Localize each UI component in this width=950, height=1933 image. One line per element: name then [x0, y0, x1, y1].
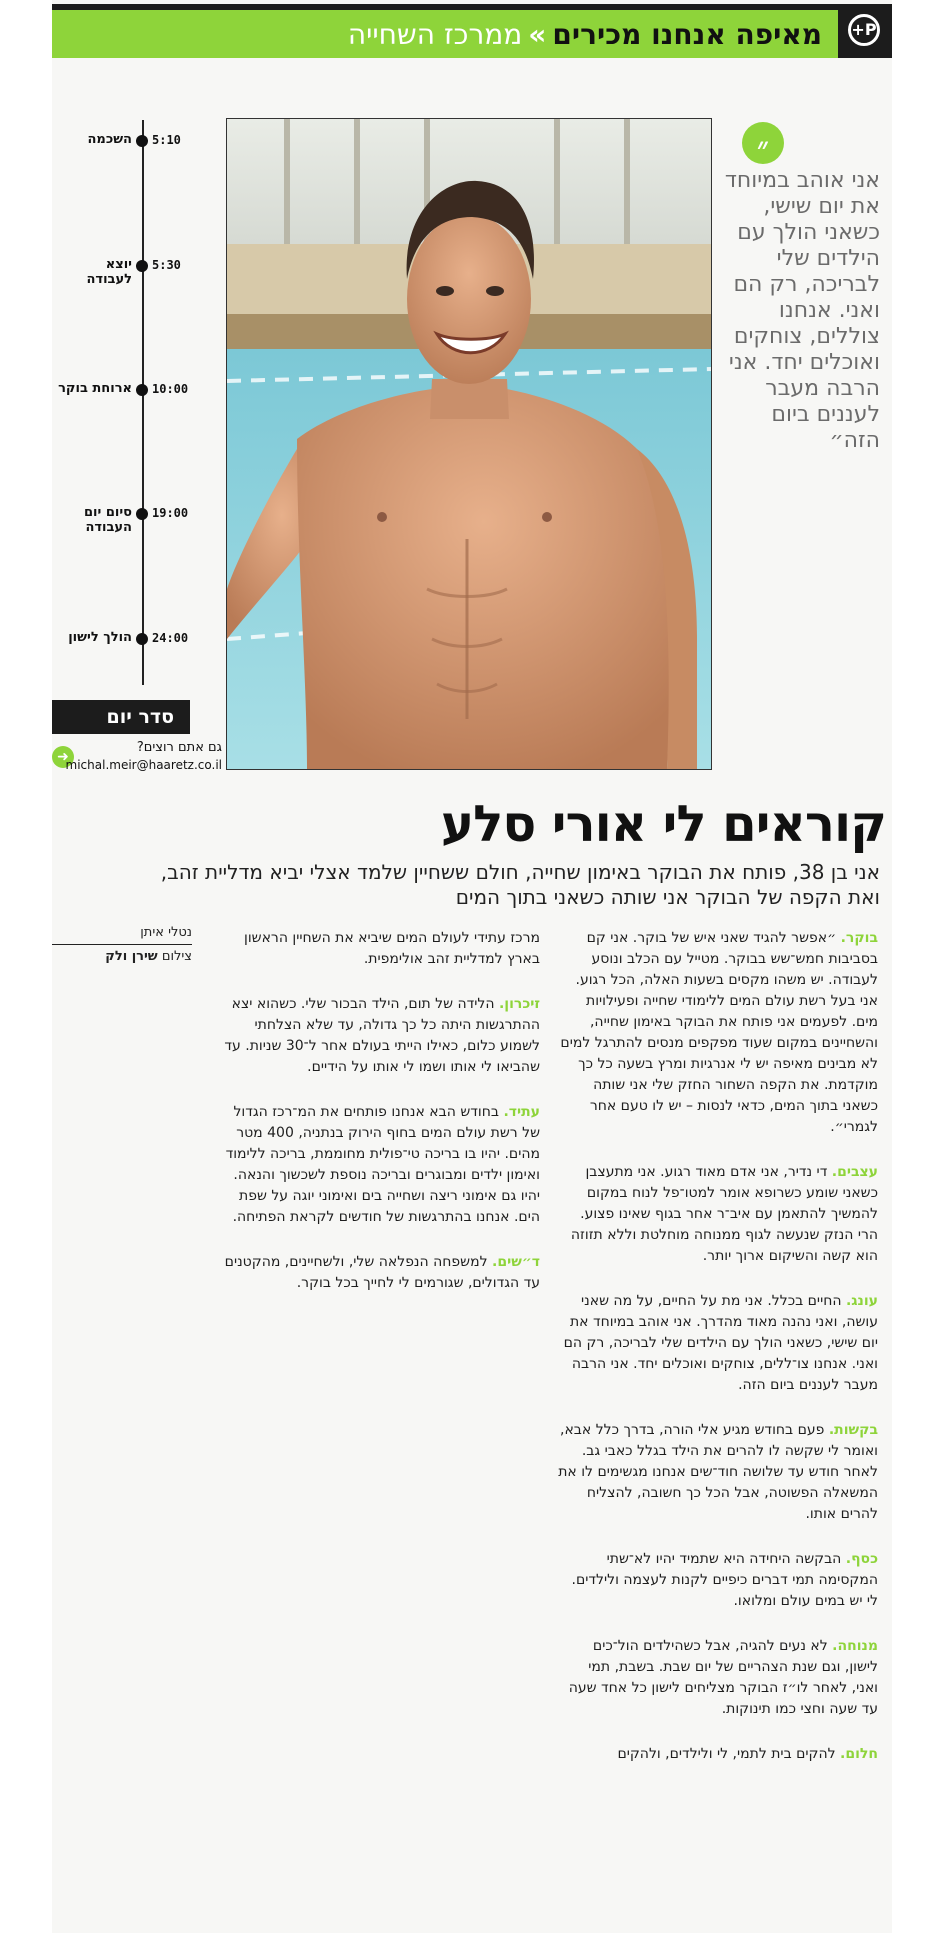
- paragraph: [558, 1162, 878, 1267]
- paragraph-text: הבקשה היחידה היא שתמיד יהיו לא־שתי המקסימה תמי דברים כיפיים לקנות לעצמה ולילדים. לי יש במים עולם ומלואו.: [571, 1551, 878, 1609]
- timeline-dot: [136, 384, 148, 396]
- timeline-dot: [136, 633, 148, 645]
- paragraph-text: ״אפשר להגיד שאני איש של בוקר. אני קם בסביבות חמש־שש בבוקר. מטייל עם הכלב ונוסע לעבודה. יש משהו מקסים בשעות האלה, הכל רגוע. אני בעל רשת עולם המים ללימודי שחייה ופעילויות מים. לפעמים אני פותח את הבוקר באימון שחייה, והשחיינים במקום שעוד מפקפים מנסים להתרגל למים לא מבינים מאיפה יש לי אנרגיות ומרץ בשעה כל כך מוקדמת. את הקפה השחור החזק שלי אני שותה כשאני בתוך המים, כדאי לנסות – יש לו טעם אחר לגמרי״.: [560, 930, 878, 1135]
- paragraph-lead: עתיד.: [503, 1104, 540, 1120]
- paragraph-text: הלידה של תום, הילד הבכור שלי. כשהוא יצא ההתרגשות היתה כל כך גדולה, עד שלא הצלחתי לשמוע כלום, כאילו הייתי בעולם אחר ל־30 שניות. עד שהביאו לי אותו ושמו לי אותו על הידיים.: [224, 996, 540, 1075]
- section-header: [52, 4, 892, 58]
- byline-divider: [52, 944, 192, 945]
- timeline-time: 10:00: [152, 382, 189, 396]
- timeline-label: השכמה: [87, 132, 132, 147]
- contact-question: גם אתם רוצים?: [136, 740, 222, 755]
- article-headline: קוראים לי אורי סלע: [440, 795, 886, 853]
- timeline-time: 24:00: [152, 631, 189, 645]
- timeline-item: [56, 381, 196, 421]
- section-title-sub: ממרכז השחייה: [347, 18, 523, 51]
- timeline-dot: [136, 508, 148, 520]
- author-name: נטלי איתן: [140, 925, 192, 940]
- paragraph-text: לא נעים להגיה, אבל כשהילדים הול־כים לישון, וגם שנת הצהריים של יום שבת. בשבת, תמי ואני, לאחר לו״ז הבוקר מצליחים לישון כל אחד שעה עד שעה וחצי כמו תינוקות.: [568, 1638, 878, 1717]
- paragraph-text: להקים בית לתמי, לי ולילדים, ולהקים: [617, 1746, 836, 1762]
- paragraph: [558, 1291, 878, 1396]
- timeline-dot: [136, 135, 148, 147]
- paragraph: [558, 928, 878, 1138]
- paragraph-lead: בקשות.: [828, 1422, 878, 1438]
- paragraph: [220, 994, 540, 1078]
- paragraph-lead: מנוחה.: [832, 1638, 878, 1654]
- paragraph: [220, 1252, 540, 1294]
- contact-email-link[interactable]: michal.meir@haaretz.co.il: [65, 758, 222, 772]
- publication-logo: [838, 4, 892, 58]
- arrow-right-icon: ➜: [52, 746, 74, 768]
- timeline-time: 5:30: [152, 258, 181, 272]
- paragraph-text: פעם בחודש מגיע אלי הורה, בדרך כלל אבא, ואומר לי שקשה לו להרים את הילד בגלל כאבי גב. לאחר חודש עד שלושה חוד־שים אנחנו מגשימים לו את המשאלה הפשוטה, אבל הכל כך חשובה, להצליח להרים אותו.: [558, 1422, 878, 1522]
- timeline-item: [56, 505, 196, 545]
- swimmer-photo-illustration: [227, 119, 711, 769]
- paragraph-text: למשפחה הנפלאה שלי, ולשחיינים, מהקטנים עד הגדולים, שגורמים לי לחייך בכל בוקר.: [224, 1254, 540, 1291]
- timeline-item: [56, 630, 196, 670]
- photo-credit-label: צילום: [161, 949, 192, 964]
- timeline-label: יוצא לעבודה: [86, 257, 132, 287]
- paragraph: [220, 928, 540, 970]
- contact-callout[interactable]: [52, 740, 222, 776]
- paragraph-lead: כסף.: [845, 1551, 878, 1567]
- daily-schedule-label: סדר יום: [52, 700, 190, 734]
- timeline-item: [56, 132, 196, 172]
- paragraph: [558, 1549, 878, 1612]
- timeline-time: 5:10: [152, 133, 181, 147]
- photographer-name: שירן ולק: [105, 949, 158, 964]
- paragraph-text: מרכז עתידי לעולם המים שיביא את השחיין הראשון בארץ למדליית זהב אולימפית.: [244, 930, 540, 967]
- article-deck: אני בן 38, פותח את הבוקר באימון שחייה, חולם ששחיין שלמד אצלי יביא מדליית זהב, ואת הקפה של הבוקר אני שותה כשאני בתוך המים: [160, 860, 880, 909]
- paragraph-text: בחודש הבא אנחנו פותחים את המ־רכז הגדול של רשת עולם המים בחוף הירוק בנתניה, 400 מטר מהים. יהיו בו בריכה טי־פולית מחוממת, בריכה ללימוד ואימון ילדים ומבוגרים ובריכה נוספת לשכשוך והנאה. יהיו גם אימוני ריצה ושחייה בים ואימוני יוגה על שפת הים. אנחנו בהתרגשות של חודשים לקראת הפתיחה.: [225, 1104, 540, 1225]
- portrait-photo: [226, 118, 712, 770]
- timeline-label: הולך לישון: [68, 630, 132, 645]
- paragraph: [558, 1636, 878, 1720]
- article-column-right: [558, 928, 878, 1789]
- paragraph-lead: עונג.: [845, 1293, 878, 1309]
- chevron-double-icon: »: [528, 18, 547, 51]
- paragraph-lead: עצבים.: [831, 1164, 878, 1180]
- byline: [52, 925, 192, 964]
- timeline-time: 19:00: [152, 506, 189, 520]
- section-title: [348, 18, 822, 51]
- paragraph-lead: ד״שים.: [492, 1254, 540, 1270]
- logo-icon: +P: [848, 14, 880, 46]
- quote-mark-icon: ״: [742, 122, 784, 164]
- timeline-dot: [136, 260, 148, 272]
- paragraph-lead: בוקר.: [840, 930, 878, 946]
- timeline-label: סיום יום העבודה: [83, 505, 132, 535]
- photo-credit: [52, 949, 192, 964]
- paragraph-text: החיים בכלל. אני מת על החיים, על מה שאני עושה, ואני נהנה מאוד מהדרך. אני אוהב במיוחד את יום שישי, כשאני הולך עם הילדים שלי לבריכה, רק הם ואני. אנחנו צו־ללים, צוחקים ואוכלים יחד. אני הרבה מעבר לעננים ביום הזה.: [563, 1293, 878, 1393]
- paragraph: [558, 1744, 878, 1765]
- paragraph-text: די נדיר, אני אדם מאוד רגוע. אני מתעצבן כשאני שומע כשרופא אומר למטו־פל לנוח במקום להמשיך להתאמן עם איב־ר אחר בגוף שאינו פצוע. הרי הנזק שנעשה לגוף ממנוחה מוחלטת וללא תזוזה הוא קשה והשיקום ארוך יותר.: [570, 1164, 878, 1264]
- timeline-item: [56, 257, 196, 297]
- article-column-middle: [220, 928, 540, 1318]
- paragraph-lead: זיכרון.: [498, 996, 540, 1012]
- timeline-label: ארוחת בוקר: [58, 381, 132, 396]
- pull-quote: אני אוהב במיוחד את יום שישי, כשאני הולך עם הילדים שלי לבריכה, רק הם ואני. אנחנו צוללים, צוחקים ואוכלים יחד. אני הרבה מעבר לעננים ביום הזה״: [724, 168, 880, 453]
- section-title-main: מאיפה אנחנו מכירים: [552, 18, 822, 51]
- paragraph-lead: חלום.: [840, 1746, 878, 1762]
- paragraph: [558, 1420, 878, 1525]
- paragraph: [220, 1102, 540, 1228]
